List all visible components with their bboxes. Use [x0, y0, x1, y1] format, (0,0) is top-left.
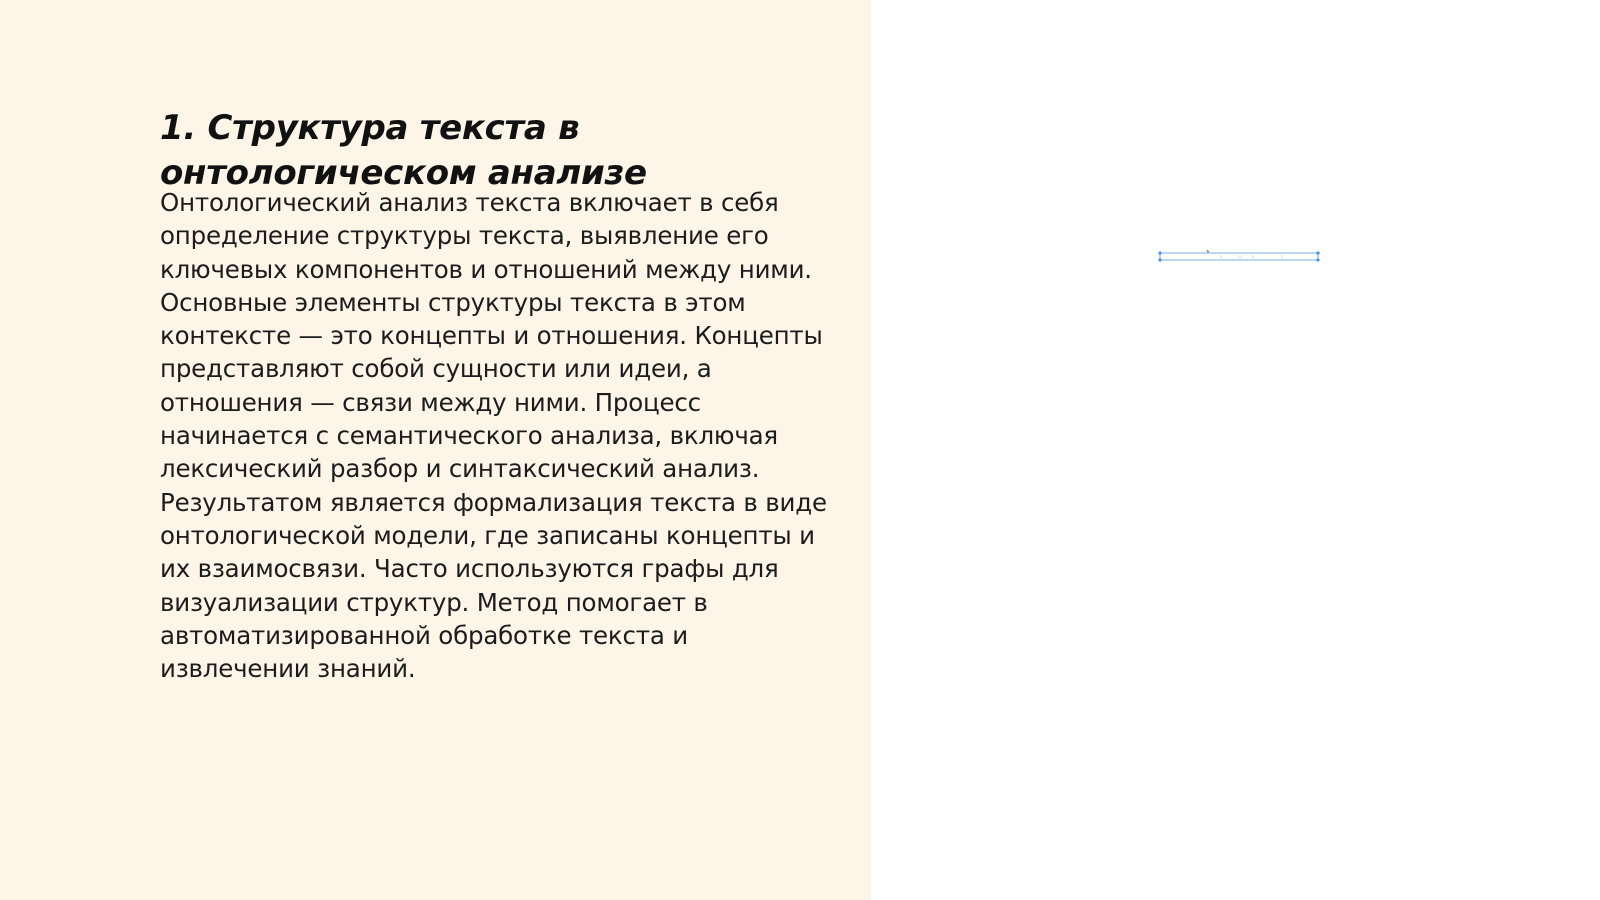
- resize-handles-icon[interactable]: [1158, 250, 1320, 262]
- slide-body-text: Онтологический анализ текста включает в себя определение структуры текста, выявление его ключевых компонентов и отношений между ними. Основные элементы структуры текста в этом контексте — это концепты и отношения. Концепты представляют собой сущности или идеи, а отношения — связи между ними. Процесс начинается с семантического анализа, включая лексический разбор и синтаксический анализ. Результатом является формализация текста в виде онтологической модели, где записаны концепты и их взаимосвязи. Часто используются графы для визуализации структур. Метод помогает в автоматизированной обработке текста и извлечении знаний.: [160, 188, 827, 684]
- slide-title: 1. Структура текста в онтологическом анализе: [160, 108, 647, 193]
